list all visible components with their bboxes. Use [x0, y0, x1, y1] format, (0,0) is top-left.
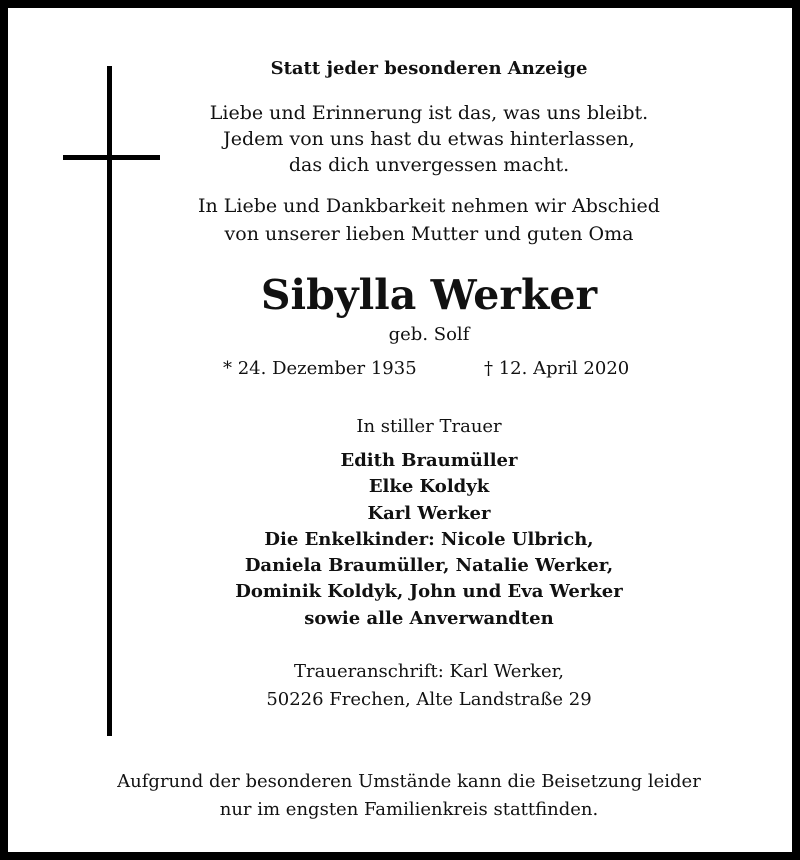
condolence-address [138, 658, 720, 714]
footer-line: Aufgrund der besonderen Umstände kann die Beisetzung leider [117, 771, 701, 792]
address-line: 50226 Frechen, Alte Landstraße 29 [266, 689, 592, 711]
death-date: † 12. April 2020 [484, 358, 630, 379]
poem-line: das dich unvergessen macht. [288, 154, 570, 176]
mourner-line: Dominik Koldyk, John und Eva Werker [235, 581, 623, 603]
life-dates [138, 356, 720, 382]
memorial-poem [138, 100, 720, 178]
funeral-notice-footer [48, 768, 770, 824]
footer-line: nur im engsten Familienkreis stattfinden. [219, 799, 599, 820]
farewell-line: In Liebe und Dankbarkeit nehmen wir Abschied [198, 195, 660, 217]
mourner-line: Elke Koldyk [368, 476, 490, 498]
birth-date: * 24. Dezember 1935 [223, 358, 417, 379]
poem-line: Jedem von uns hast du etwas hinterlassen, [223, 128, 635, 150]
mourner-line: Die Enkelkinder: Nicole Ulbrich, [264, 528, 594, 550]
farewell-statement [138, 192, 720, 248]
mourner-line: Karl Werker [367, 502, 491, 524]
deceased-name: Sibylla Werker [260, 271, 598, 319]
mourners-list [138, 448, 720, 632]
birth-name: geb. Solf [388, 324, 470, 345]
cross-vertical-bar [107, 66, 112, 736]
obituary-content [138, 56, 720, 714]
mourner-line: sowie alle Anverwandten [304, 607, 554, 629]
mourning-label: In stiller Trauer [356, 416, 502, 437]
mourner-line: Daniela Braumüller, Natalie Werker, [244, 555, 614, 577]
farewell-line: von unserer lieben Mutter und guten Oma [224, 223, 634, 245]
address-line: Traueranschrift: Karl Werker, [294, 661, 564, 683]
notice-header: Statt jeder besonderen Anzeige [270, 58, 588, 79]
mourner-line: Edith Braumüller [340, 450, 518, 471]
poem-line: Liebe und Erinnerung ist das, was uns bleibt. [209, 102, 649, 124]
